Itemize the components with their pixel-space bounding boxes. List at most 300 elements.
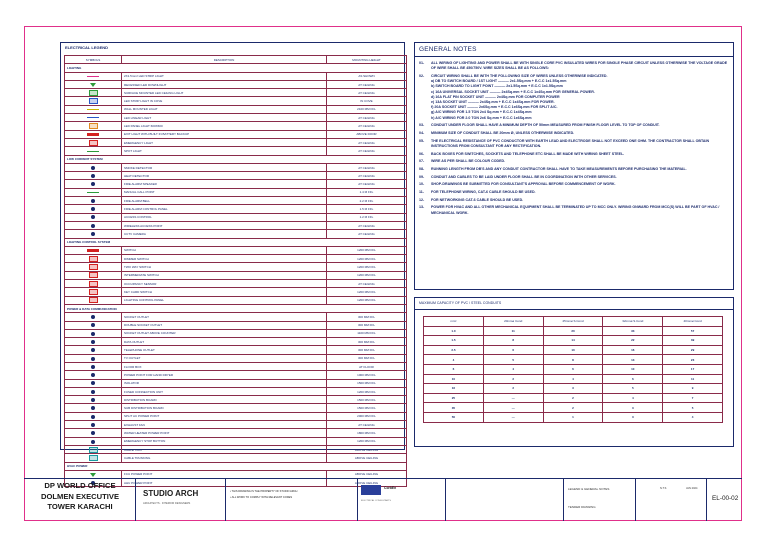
legend-row xyxy=(65,346,407,354)
note-number: 05- xyxy=(419,138,425,143)
capacity-cell: 3 xyxy=(603,412,663,422)
note-number: 11- xyxy=(419,190,424,195)
capacity-cell: 3 xyxy=(603,403,663,413)
legend-mounting: 300 MM FFL xyxy=(327,313,407,321)
legend-mounting: 1200 MM FFL xyxy=(327,387,407,395)
capacity-cell: 1.5 xyxy=(424,336,484,346)
capacity-table xyxy=(423,316,723,423)
capacity-cell: 33 xyxy=(603,326,663,336)
navy-dot-icon xyxy=(91,323,95,327)
legend-description: KEY CARD SWITCH xyxy=(122,288,327,296)
legend-row xyxy=(65,354,407,362)
capacity-header: 32mmø S.Cond xyxy=(603,317,663,327)
navy-dot-icon xyxy=(91,348,95,352)
title-block-divider xyxy=(357,478,358,521)
legend-symbol-cell xyxy=(65,271,122,279)
navy-dot-icon xyxy=(91,415,95,419)
capacity-cell: 4 xyxy=(424,355,484,365)
legend-row xyxy=(65,387,407,395)
legend-symbol-cell xyxy=(65,246,122,254)
legend-symbol-cell xyxy=(65,329,122,337)
capacity-cell: 11 xyxy=(663,374,723,384)
legend-symbol-cell xyxy=(65,362,122,370)
legend-table xyxy=(64,55,407,487)
note-number: 07- xyxy=(419,159,425,164)
legend-mounting: AT CEILING xyxy=(327,147,407,155)
navy-dot-icon xyxy=(91,440,95,444)
legend-row xyxy=(65,288,407,296)
capacity-cell: 20 xyxy=(543,326,603,336)
title-block-notes xyxy=(230,489,355,501)
legend-description: TV OUTLET xyxy=(122,354,327,362)
navy-dot-icon xyxy=(91,423,95,427)
legend-row xyxy=(65,138,407,146)
capacity-cell: 6 xyxy=(603,374,663,384)
capacity-row xyxy=(424,412,723,422)
capacity-cell: 2.5 xyxy=(424,345,484,355)
legend-symbol-cell xyxy=(65,130,122,138)
legend-row xyxy=(65,429,407,437)
legend-description: DOUBLE SOCKET OUTLET xyxy=(122,321,327,329)
legend-mounting: ABOVE CEILING xyxy=(327,454,407,462)
navy-dot-icon xyxy=(91,398,95,402)
legend-symbol-cell xyxy=(65,313,122,321)
legend-mounting: 300 MM FFL xyxy=(327,321,407,329)
title-block-divider xyxy=(225,478,226,521)
legend-description: CABLE TRUNKING xyxy=(122,454,327,462)
note-text: CONDUIT AND CABLES TO BE LAID UNDER FLOOR SHALL BE IN COORDINATION WITH OTHER SERVICES. xyxy=(431,174,617,179)
capacity-cell: 8 xyxy=(543,355,603,365)
capacity-row xyxy=(424,374,723,384)
capacity-cell: 57 xyxy=(663,326,723,336)
capacity-header: 40mmø Cond xyxy=(663,317,723,327)
capacity-cell: 1.0 xyxy=(424,326,484,336)
legend-row xyxy=(65,97,407,105)
legend-symbol-cell xyxy=(65,263,122,271)
legend-symbol-cell xyxy=(65,80,122,88)
green-line-icon xyxy=(87,192,99,193)
navy-dot-icon xyxy=(91,390,95,394)
red-box-icon xyxy=(89,272,98,278)
capacity-cell: 5 xyxy=(603,384,663,394)
legend-description: EMERGENCY LIGHT xyxy=(122,138,327,146)
capacity-divider xyxy=(415,309,733,310)
capacity-cell: 39 xyxy=(663,336,723,346)
note-text: FOR NETWORKING CAT-6 CABLE SHOULD BE USED. xyxy=(431,197,524,202)
legend-description: LED PANEL LIGHT 600X600 xyxy=(122,122,327,130)
note-item xyxy=(419,123,729,128)
legend-symbol-cell xyxy=(65,138,122,146)
blue-line-icon xyxy=(87,117,99,118)
legend-symbol-cell xyxy=(65,122,122,130)
capacity-cell: 8 xyxy=(483,336,543,346)
legend-row xyxy=(65,230,407,238)
legend-row xyxy=(65,221,407,229)
legend-row xyxy=(65,213,407,221)
note-number: 01- xyxy=(419,61,425,65)
legend-symbol-cell xyxy=(65,354,122,362)
navy-dot-icon xyxy=(91,207,95,211)
legend-mounting: ABOVE CEILING xyxy=(327,470,407,478)
drawing-title: LEGEND & GENERAL NOTES xyxy=(568,487,610,491)
note-text: RUNNING LENGTH FROM DB'S AND ANY CONDUIT CONTRACTOR SHALL HAVE TO TAKE MEASUREMENTS BEFORE PURCHASING THE MATERIAL. xyxy=(431,166,687,171)
legend-row xyxy=(65,404,407,412)
legend-symbol-cell xyxy=(65,321,122,329)
legend-mounting: AT CEILING xyxy=(327,180,407,188)
legend-mounting: AT CEILING xyxy=(327,163,407,171)
legend-description: LIGHTING CONTROL PANEL xyxy=(122,296,327,304)
legend-description: 2X1.5mm² LED STRIP LIGHT xyxy=(122,72,327,80)
scale-value: N.T.S xyxy=(660,487,667,490)
legend-mounting: ABOVE DOOR xyxy=(327,130,407,138)
legend-mounting: 300 MM FFL xyxy=(327,346,407,354)
legend-symbol-cell xyxy=(65,72,122,80)
legend-header-description: DESCRIPTION xyxy=(122,56,327,64)
green-mark-icon xyxy=(89,90,98,96)
legend-row xyxy=(65,188,407,196)
capacity-cell: 1 xyxy=(543,412,603,422)
title-block-divider xyxy=(706,478,707,521)
legend-mounting: 1200 MM FFL xyxy=(327,271,407,279)
legend-description: FCU POWER POINT xyxy=(122,470,327,478)
legend-symbol-cell xyxy=(65,172,122,180)
drawing-subtitle: TENDER DRAWING xyxy=(568,505,596,509)
capacity-cell: 2 xyxy=(543,393,603,403)
legend-row xyxy=(65,89,407,97)
note-item xyxy=(419,131,729,136)
capacity-cell: 17 xyxy=(663,364,723,374)
legend-description: POWER POINT FOR HAND DRYER xyxy=(122,371,327,379)
legend-row xyxy=(65,172,407,180)
legend-description: SOCKET OUTLET xyxy=(122,313,327,321)
capacity-row xyxy=(424,355,723,365)
legend-symbol-cell xyxy=(65,197,122,205)
yellow-line-icon xyxy=(87,109,99,110)
legend-mounting: AT FLOOR xyxy=(327,362,407,370)
legend-description: OCCUPANCY SENSOR xyxy=(122,280,327,288)
legend-row xyxy=(65,321,407,329)
legend-row xyxy=(65,396,407,404)
note-item xyxy=(419,205,729,215)
legend-description: DISTRIBUTION BOARD xyxy=(122,396,327,404)
legend-description: LED STRIP LIGHT IN COVE xyxy=(122,97,327,105)
legend-row xyxy=(65,114,407,122)
note-text: CONDUIT UNDER FLOOR SHALL HAVE A MINIMUM DEPTH OF 50mm MEASURED FROM FINISH FLOOR LEVEL TO TOP OF CONDUIT. xyxy=(431,123,660,128)
capacity-cell: — xyxy=(483,393,543,403)
legend-description: TELEPHONE OUTLET xyxy=(122,346,327,354)
legend-mounting: 1.2 M FFL xyxy=(327,213,407,221)
legend-mounting: AT CEILING xyxy=(327,138,407,146)
legend-mounting: 1100 MM FFL xyxy=(327,329,407,337)
title-block-divider xyxy=(135,478,136,521)
legend-description: EXHAUST FAN xyxy=(122,421,327,429)
capacity-cell: 10 xyxy=(424,374,484,384)
legend-mounting: 2100 MM FFL xyxy=(327,105,407,113)
navy-dot-icon xyxy=(91,406,95,410)
navy-dot-icon xyxy=(91,340,95,344)
legend-description: INTERMEDIATE SWITCH xyxy=(122,271,327,279)
legend-symbol-cell xyxy=(65,437,122,445)
title-note: • THIS DRAWING IS THE PROPERTY OF STUDIO ARCH xyxy=(230,490,298,493)
legend-header-symbols: SYMBOLS xyxy=(65,56,122,64)
legend-row xyxy=(65,246,407,254)
notes-title: GENERAL NOTES xyxy=(419,46,477,53)
teal-rect-icon xyxy=(89,455,98,461)
legend-symbol-cell xyxy=(65,89,122,97)
note-number: 08- xyxy=(419,166,425,171)
legend-symbol-cell xyxy=(65,213,122,221)
red-box-icon xyxy=(89,140,98,146)
legend-row xyxy=(65,338,407,346)
note-text: THE ELECTRICAL RESISTANCE OF PVC CONDUCTOR WITH EARTH LEAD AND ELECTRODE SHALL NOT EXCEED ONE OHM. THE CONTRACTOR SHALL OBTAIN INSTRUCTIONS FROM CONSULTANT FOR ANY RECTIFICATION. xyxy=(431,138,710,148)
legend-row xyxy=(65,105,407,113)
navy-dot-icon xyxy=(91,232,95,236)
capacity-row xyxy=(424,393,723,403)
legend-symbol-cell xyxy=(65,147,122,155)
project-name xyxy=(28,481,132,513)
note-number: 04- xyxy=(419,130,425,135)
capacity-row xyxy=(424,326,723,336)
capacity-cell: 13 xyxy=(603,355,663,365)
legend-description: MANUAL CALL POINT xyxy=(122,188,327,196)
navy-dot-icon xyxy=(91,174,95,178)
legend-symbol-cell xyxy=(65,221,122,229)
note-text: POWER FOR HVAC AND ALL OTHER MECHANICAL EQUIPMENT SHALL BE TERMINATED UP TO MCC ONLY. WIRING ONWARD FROM MCC(S) WILL BE PART OF HVAC / MECHANICAL WORK. xyxy=(431,205,720,215)
legend-mounting: AT CEILING xyxy=(327,280,407,288)
project-line: DP WORLD OFFICE xyxy=(44,481,116,490)
studio-subtitle: ARCHITECTS · INTERIOR DESIGNERS xyxy=(143,502,191,505)
note-item xyxy=(419,182,729,187)
legend-symbol-cell xyxy=(65,371,122,379)
capacity-cell: 6 xyxy=(424,364,484,374)
note-item xyxy=(419,175,729,180)
legend-symbol-cell xyxy=(65,445,122,453)
note-number: 13- xyxy=(419,205,425,210)
legend-section-label: LOW CURRENT SYSTEM xyxy=(65,155,407,163)
legend-row xyxy=(65,437,407,445)
capacity-cell: 35 xyxy=(424,403,484,413)
legend-row xyxy=(65,263,407,271)
note-item xyxy=(419,190,729,195)
legend-mounting: 1.5 M FFL xyxy=(327,205,407,213)
legend-mounting: AT CEILING xyxy=(327,122,407,130)
navy-dot-icon xyxy=(91,166,95,170)
blue-rect-icon xyxy=(89,98,98,104)
legend-row xyxy=(65,122,407,130)
note-item xyxy=(419,61,729,71)
capacity-cell: 2 xyxy=(543,403,603,413)
legend-symbol-cell xyxy=(65,255,122,263)
legend-description: WALL MOUNTED LIGHT xyxy=(122,105,327,113)
red-bar-icon xyxy=(87,133,99,136)
legend-symbol-cell xyxy=(65,412,122,420)
note-item xyxy=(419,159,729,164)
legend-row xyxy=(65,412,407,420)
legend-row xyxy=(65,163,407,171)
note-item xyxy=(419,167,729,172)
title-note: • ALL WORK TO COMPLY WITH RELEVANT CODES xyxy=(230,496,293,499)
legend-mounting: 300 MM FFL xyxy=(327,354,407,362)
capacity-cell: 16 xyxy=(424,384,484,394)
legend-description: SWITCH xyxy=(122,246,327,254)
legend-symbol-cell xyxy=(65,288,122,296)
legend-mounting: 1200 MM FFL xyxy=(327,437,407,445)
legend-symbol-cell xyxy=(65,97,122,105)
red-box-icon xyxy=(89,289,98,295)
legend-description: HEAT DETECTOR xyxy=(122,172,327,180)
capacity-cell: 10 xyxy=(543,345,603,355)
legend-section-label: LIGHTING xyxy=(65,64,407,72)
general-notes xyxy=(414,42,734,290)
note-text: WIRE AS PER SHALL BE COLOUR CODED. xyxy=(431,159,506,164)
legend-mounting: 2.2 M FFL xyxy=(327,197,407,205)
legend-row xyxy=(65,271,407,279)
capacity-cell: 5 xyxy=(663,403,723,413)
legend-symbol-cell xyxy=(65,387,122,395)
note-item xyxy=(419,74,729,121)
legend-row xyxy=(65,205,407,213)
legend-mounting: AT CEILING xyxy=(327,89,407,97)
legend-section-label: LIGHTING CONTROL SYSTEM xyxy=(65,238,407,246)
navy-dot-icon xyxy=(91,215,95,219)
legend-mounting: ABOVE CEILING xyxy=(327,479,407,487)
capacity-cell: 9 xyxy=(663,384,723,394)
legend-section-row xyxy=(65,238,407,246)
legend-description: CABLE TRAY xyxy=(122,445,327,453)
red-box-icon xyxy=(89,264,98,270)
notes-list xyxy=(419,61,729,218)
legend-symbol-cell xyxy=(65,163,122,171)
capacity-cell: — xyxy=(483,412,543,422)
capacity-cell: — xyxy=(483,403,543,413)
legend-mounting: 1200 MM FFL xyxy=(327,255,407,263)
navy-dot-icon xyxy=(91,381,95,385)
legend-mounting: IN COVE xyxy=(327,97,407,105)
navy-dot-icon xyxy=(91,357,95,361)
legend-row xyxy=(65,296,407,304)
note-text: FOR TELEPHONE WIRING, CAT-6 CABLE SHOULD BE USED. xyxy=(431,190,536,195)
capacity-cell: 22 xyxy=(603,336,663,346)
legend-mounting: AT CEILING xyxy=(327,172,407,180)
legend-mounting: AT CEILING xyxy=(327,221,407,229)
legend-row xyxy=(65,280,407,288)
orange-box-icon xyxy=(89,123,98,129)
title-block-divider xyxy=(445,478,446,521)
legend-mounting: 1200 MM FFL xyxy=(327,296,407,304)
legend-row xyxy=(65,197,407,205)
note-text: ALL WIRING OF LIGHTING AND POWER SHALL BE WITH SINGLE CORE PVC INSULATED WIRES FOR SINGLE PHASE CIRCUIT UNLESS OTHERWISE THE VOLTAGE GRADE OF WIRE SHALL BE 450/750V. WIRE SIZES SHALL BE AS FOLLOWS: xyxy=(431,61,728,71)
capacity-row xyxy=(424,384,723,394)
legend-description: RECESSED LED DOWNLIGHT xyxy=(122,80,327,88)
legend-description: EMERGENCY STOP BUTTON xyxy=(122,437,327,445)
legend-symbol-cell xyxy=(65,105,122,113)
note-item xyxy=(419,198,729,203)
legend-section-row xyxy=(65,64,407,72)
note-number: 02- xyxy=(419,73,425,78)
legend-header-mounting: MOUNTING HEIGHT xyxy=(327,56,407,64)
capacity-row xyxy=(424,345,723,355)
legend-row xyxy=(65,180,407,188)
legend-mounting: AS SHOWN xyxy=(327,72,407,80)
legend-symbol-cell xyxy=(65,454,122,462)
legend-description: SURFACE MOUNTED LED CEILING LIGHT xyxy=(122,89,327,97)
note-text: BACK BOXES FOR SWITCHES, SOCKETS AND TELEPHONE ETC SHALL BE MADE WITH WIRING SHEET STEEL. xyxy=(431,151,625,156)
title-block-divider xyxy=(563,478,564,521)
legend-row xyxy=(65,445,407,453)
legend-mounting: AT CEILING xyxy=(327,421,407,429)
navy-dot-icon xyxy=(91,182,95,186)
legend-row xyxy=(65,379,407,387)
navy-dot-icon xyxy=(91,315,95,319)
legend-row xyxy=(65,130,407,138)
notes-divider xyxy=(415,56,733,57)
capacity-cell: 4 xyxy=(663,412,723,422)
legend-mounting: ABOVE CEILING xyxy=(327,445,407,453)
legend-row xyxy=(65,313,407,321)
legend-description: TWO WAY SWITCH xyxy=(122,263,327,271)
legend-description: WATER HEATER POWER POINT xyxy=(122,429,327,437)
conduit-capacity-table xyxy=(414,297,734,447)
legend-symbol-cell xyxy=(65,180,122,188)
legend-description: FIRE ALARM CONTROL PANEL xyxy=(122,205,327,213)
legend-mounting: 1200 MM FFL xyxy=(327,288,407,296)
navy-dot-icon xyxy=(91,199,95,203)
capacity-row xyxy=(424,336,723,346)
legend-symbol-cell xyxy=(65,230,122,238)
legend-description: SPOT LIGHT xyxy=(122,147,327,155)
legend-description: DATA OUTLET xyxy=(122,338,327,346)
pink-line-icon xyxy=(87,76,99,77)
legend-mounting: 1500 MM FFL xyxy=(327,396,407,404)
studio-name: STUDIO ARCH xyxy=(143,489,199,498)
capacity-cell: 7 xyxy=(663,393,723,403)
capacity-cell: 14 xyxy=(543,336,603,346)
legend-symbol-cell xyxy=(65,205,122,213)
note-number: 03- xyxy=(419,123,425,128)
note-number: 09- xyxy=(419,174,425,179)
red-box-icon xyxy=(89,256,98,262)
legend-description: ISOLATOR xyxy=(122,379,327,387)
note-number: 12- xyxy=(419,197,425,202)
legend-description: DIMMER SWITCH xyxy=(122,255,327,263)
legend-section-label: POWER & DATA COMMUNICATION xyxy=(65,304,407,312)
capacity-cell: 6 xyxy=(543,364,603,374)
legend-description: WIRELESS ACCESS POINT xyxy=(122,221,327,229)
legend-symbol-cell xyxy=(65,338,122,346)
capacity-cell: 6 xyxy=(483,345,543,355)
legend-mounting: 1200 MM FFL xyxy=(327,263,407,271)
legend-section-row xyxy=(65,462,407,470)
capacity-cell: 50 xyxy=(424,412,484,422)
title-block-divider xyxy=(635,478,636,521)
legend-mounting: 2000 MM FFL xyxy=(327,412,407,420)
legend-symbol-cell xyxy=(65,429,122,437)
date-value: JAN 2024 xyxy=(686,487,698,490)
legend-row xyxy=(65,421,407,429)
navy-dot-icon xyxy=(91,365,95,369)
note-number: 06- xyxy=(419,151,425,156)
red-box-icon xyxy=(89,297,98,303)
note-item xyxy=(419,139,729,149)
legend-row xyxy=(65,454,407,462)
legend-symbol-cell xyxy=(65,296,122,304)
electrical-legend xyxy=(60,42,405,485)
note-text: SHOP-DRAWINGS BE SUBMITTED FOR CONSULTANT'S APPROVAL BEFORE COMMENCEMENT OF WORK. xyxy=(431,182,616,187)
legend-description: FUSED CONNECTION UNIT xyxy=(122,387,327,395)
legend-description: CCTV CAMERA xyxy=(122,230,327,238)
legend-description: AHU POWER POINT xyxy=(122,479,327,487)
legend-description: LED LINEAR LIGHT xyxy=(122,114,327,122)
